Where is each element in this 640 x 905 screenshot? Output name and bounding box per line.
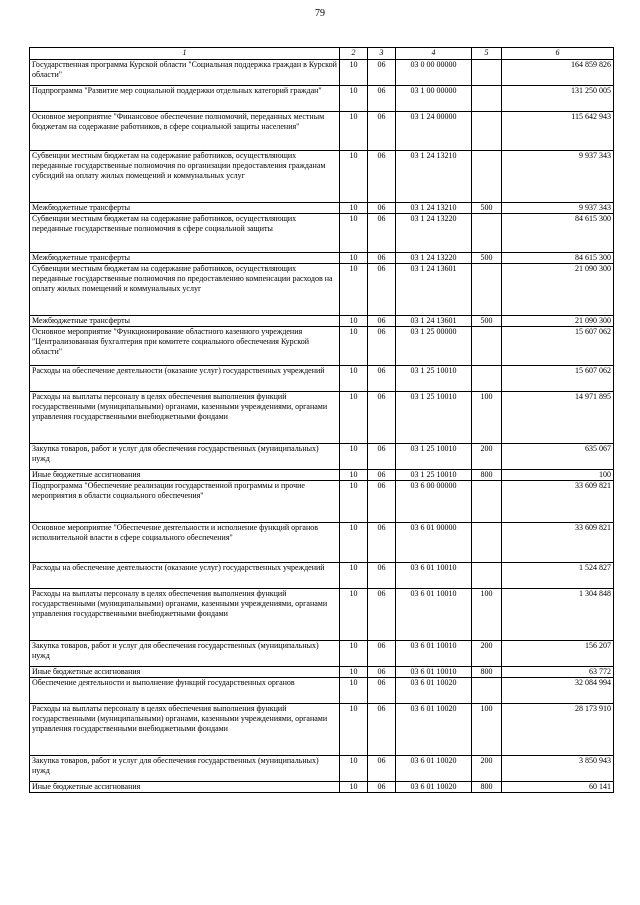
row-target-article-cell: 03 6 01 10010 — [396, 563, 472, 589]
row-expense-type-cell — [472, 86, 502, 112]
table-row — [30, 444, 614, 470]
table-row — [30, 151, 614, 203]
row-expense-type-cell: 500 — [472, 316, 502, 327]
row-target-article-cell: 03 6 01 10020 — [396, 782, 472, 793]
row-amount-cell: 3 850 943 — [502, 756, 614, 782]
row-section-cell: 10 — [340, 704, 368, 756]
row-target-article-cell: 03 1 25 10010 — [396, 392, 472, 444]
row-amount-cell: 21 090 300 — [502, 316, 614, 327]
table-row — [30, 203, 614, 214]
row-expense-type-cell — [472, 523, 502, 563]
row-target-article-cell: 03 1 24 00000 — [396, 112, 472, 151]
table-row — [30, 60, 614, 86]
row-expense-type-cell: 100 — [472, 589, 502, 641]
row-expense-type-cell — [472, 327, 502, 366]
row-amount-cell: 115 642 943 — [502, 112, 614, 151]
row-subsection-cell: 06 — [368, 151, 396, 203]
row-amount-cell: 60 141 — [502, 782, 614, 793]
row-name-cell: Основное мероприятие "Финансовое обеспечение полномочий, переданных местным бюджетам на содержание работников, в сфере социальной защиты населения" — [30, 112, 340, 151]
row-section-cell: 10 — [340, 667, 368, 678]
row-section-cell: 10 — [340, 366, 368, 392]
row-expense-type-cell — [472, 60, 502, 86]
row-expense-type-cell — [472, 563, 502, 589]
row-subsection-cell: 06 — [368, 253, 396, 264]
row-amount-cell: 84 615 300 — [502, 253, 614, 264]
row-target-article-cell: 03 6 01 10010 — [396, 589, 472, 641]
row-expense-type-cell — [472, 112, 502, 151]
row-name-cell: Расходы на обеспечение деятельности (оказание услуг) государственных учреждений — [30, 366, 340, 392]
row-section-cell: 10 — [340, 563, 368, 589]
row-section-cell: 10 — [340, 253, 368, 264]
row-amount-cell: 33 609 821 — [502, 523, 614, 563]
row-subsection-cell: 06 — [368, 470, 396, 481]
row-name-cell: Межбюджетные трансферты — [30, 253, 340, 264]
row-target-article-cell: 03 1 25 00000 — [396, 327, 472, 366]
row-amount-cell: 14 971 895 — [502, 392, 614, 444]
table-row — [30, 667, 614, 678]
row-subsection-cell: 06 — [368, 60, 396, 86]
row-subsection-cell: 06 — [368, 214, 396, 253]
row-amount-cell: 15 607 062 — [502, 366, 614, 392]
row-subsection-cell: 06 — [368, 523, 396, 563]
table-row — [30, 523, 614, 563]
row-amount-cell: 63 772 — [502, 667, 614, 678]
header-cell-target-article: 4 — [396, 48, 472, 60]
row-target-article-cell: 03 6 01 10020 — [396, 756, 472, 782]
row-target-article-cell: 03 6 01 10020 — [396, 704, 472, 756]
row-target-article-cell: 03 6 01 10010 — [396, 641, 472, 667]
row-section-cell: 10 — [340, 523, 368, 563]
row-subsection-cell: 06 — [368, 756, 396, 782]
table-row — [30, 253, 614, 264]
row-subsection-cell: 06 — [368, 704, 396, 756]
row-name-cell: Иные бюджетные ассигнования — [30, 470, 340, 481]
row-amount-cell: 9 937 343 — [502, 151, 614, 203]
table-row — [30, 264, 614, 316]
table-row — [30, 782, 614, 793]
row-subsection-cell: 06 — [368, 589, 396, 641]
table-row — [30, 704, 614, 756]
row-name-cell: Расходы на выплаты персоналу в целях обеспечения выполнения функций государственными (муниципальными) органами, казенными учреждениями, органами управления государственными внебюджетными фондами — [30, 704, 340, 756]
row-target-article-cell: 03 6 01 10010 — [396, 667, 472, 678]
row-section-cell: 10 — [340, 470, 368, 481]
row-section-cell: 10 — [340, 756, 368, 782]
row-target-article-cell: 03 1 24 13220 — [396, 214, 472, 253]
row-subsection-cell: 06 — [368, 481, 396, 523]
row-expense-type-cell: 500 — [472, 253, 502, 264]
row-name-cell: Расходы на обеспечение деятельности (оказание услуг) государственных учреждений — [30, 563, 340, 589]
page-number: 79 — [315, 8, 325, 19]
row-amount-cell: 164 859 826 — [502, 60, 614, 86]
row-subsection-cell: 06 — [368, 86, 396, 112]
table-row — [30, 366, 614, 392]
row-subsection-cell: 06 — [368, 782, 396, 793]
header-cell-amount: 6 — [502, 48, 614, 60]
row-amount-cell: 131 250 005 — [502, 86, 614, 112]
row-amount-cell: 156 207 — [502, 641, 614, 667]
row-amount-cell: 15 607 062 — [502, 327, 614, 366]
table-row — [30, 86, 614, 112]
row-section-cell: 10 — [340, 214, 368, 253]
row-target-article-cell: 03 1 24 13601 — [396, 264, 472, 316]
row-expense-type-cell: 800 — [472, 470, 502, 481]
row-subsection-cell: 06 — [368, 316, 396, 327]
row-name-cell: Субвенции местным бюджетам на содержание работников, осуществляющих переданные государственные полномочия по предоставлению компенсации расходов на оплату жилых помещений и коммунальных услуг — [30, 264, 340, 316]
row-target-article-cell: 03 0 00 00000 — [396, 60, 472, 86]
row-target-article-cell: 03 1 24 13210 — [396, 203, 472, 214]
row-expense-type-cell — [472, 264, 502, 316]
row-subsection-cell: 06 — [368, 112, 396, 151]
table-row — [30, 563, 614, 589]
header-cell-expense-type: 5 — [472, 48, 502, 60]
row-amount-cell: 84 615 300 — [502, 214, 614, 253]
row-section-cell: 10 — [340, 203, 368, 214]
table-row — [30, 392, 614, 444]
header-cell-name: 1 — [30, 48, 340, 60]
row-section-cell: 10 — [340, 444, 368, 470]
row-subsection-cell: 06 — [368, 203, 396, 214]
row-section-cell: 10 — [340, 392, 368, 444]
row-target-article-cell: 03 1 00 00000 — [396, 86, 472, 112]
row-expense-type-cell: 200 — [472, 756, 502, 782]
row-name-cell: Иные бюджетные ассигнования — [30, 667, 340, 678]
header-cell-section: 2 — [340, 48, 368, 60]
table-row — [30, 470, 614, 481]
row-name-cell: Обеспечение деятельности и выполнение функций государственных органов — [30, 678, 340, 704]
row-subsection-cell: 06 — [368, 563, 396, 589]
row-amount-cell: 21 090 300 — [502, 264, 614, 316]
row-expense-type-cell — [472, 366, 502, 392]
row-name-cell: Расходы на выплаты персоналу в целях обеспечения выполнения функций государственными (муниципальными) органами, казенными учреждениями, органами управления государственными внебюджетными фондами — [30, 392, 340, 444]
table-row — [30, 678, 614, 704]
row-target-article-cell: 03 6 01 10020 — [396, 678, 472, 704]
row-subsection-cell: 06 — [368, 366, 396, 392]
row-amount-cell: 9 937 343 — [502, 203, 614, 214]
row-name-cell: Подпрограмма "Развитие мер социальной поддержки отдельных категорий граждан" — [30, 86, 340, 112]
table-row — [30, 214, 614, 253]
row-section-cell: 10 — [340, 264, 368, 316]
row-target-article-cell: 03 1 25 10010 — [396, 366, 472, 392]
row-section-cell: 10 — [340, 641, 368, 667]
row-name-cell: Закупка товаров, работ и услуг для обеспечения государственных (муниципальных) нужд — [30, 641, 340, 667]
row-name-cell: Основное мероприятие "Обеспечение деятельности и исполнение функций органов исполнительной власти в сфере социального обеспечения" — [30, 523, 340, 563]
row-target-article-cell: 03 1 25 10010 — [396, 470, 472, 481]
row-target-article-cell: 03 1 24 13601 — [396, 316, 472, 327]
row-section-cell: 10 — [340, 481, 368, 523]
row-section-cell: 10 — [340, 60, 368, 86]
row-target-article-cell: 03 1 24 13210 — [396, 151, 472, 203]
row-name-cell: Государственная программа Курской области "Социальная поддержка граждан в Курской области" — [30, 60, 340, 86]
table-row — [30, 112, 614, 151]
row-subsection-cell: 06 — [368, 678, 396, 704]
table-row — [30, 316, 614, 327]
row-subsection-cell: 06 — [368, 392, 396, 444]
row-name-cell: Субвенции местным бюджетам на содержание работников, осуществляющих переданные государственные полномочия в сфере социальной защиты — [30, 214, 340, 253]
header-row — [30, 48, 614, 60]
table-row — [30, 756, 614, 782]
row-target-article-cell: 03 6 01 00000 — [396, 523, 472, 563]
row-expense-type-cell: 200 — [472, 444, 502, 470]
table-row — [30, 327, 614, 366]
row-name-cell: Основное мероприятие "Функционирование областного казенного учреждения "Централизованная бухгалтерия при комитете социального обеспечения Курской области" — [30, 327, 340, 366]
row-section-cell: 10 — [340, 782, 368, 793]
row-expense-type-cell — [472, 151, 502, 203]
row-section-cell: 10 — [340, 86, 368, 112]
row-name-cell: Субвенции местным бюджетам на содержание работников, осуществляющих переданные государственные полномочия по организации предоставления гражданам субсидий на оплату жилых помещений и коммунальных услуг — [30, 151, 340, 203]
row-subsection-cell: 06 — [368, 641, 396, 667]
table-row — [30, 589, 614, 641]
row-target-article-cell: 03 1 25 10010 — [396, 444, 472, 470]
row-subsection-cell: 06 — [368, 444, 396, 470]
row-expense-type-cell — [472, 214, 502, 253]
table-body — [30, 60, 614, 793]
row-name-cell: Межбюджетные трансферты — [30, 203, 340, 214]
row-section-cell: 10 — [340, 316, 368, 327]
row-amount-cell: 100 — [502, 470, 614, 481]
row-name-cell: Закупка товаров, работ и услуг для обеспечения государственных (муниципальных) нужд — [30, 756, 340, 782]
row-amount-cell: 635 067 — [502, 444, 614, 470]
row-amount-cell: 28 173 910 — [502, 704, 614, 756]
row-amount-cell: 33 609 821 — [502, 481, 614, 523]
row-expense-type-cell: 800 — [472, 782, 502, 793]
row-expense-type-cell: 100 — [472, 704, 502, 756]
row-name-cell: Расходы на выплаты персоналу в целях обеспечения выполнения функций государственными (муниципальными) органами, казенными учреждениями, органами управления государственными внебюджетными фондами — [30, 589, 340, 641]
row-target-article-cell: 03 1 24 13220 — [396, 253, 472, 264]
row-section-cell: 10 — [340, 589, 368, 641]
table-row — [30, 481, 614, 523]
header-cell-subsection: 3 — [368, 48, 396, 60]
row-subsection-cell: 06 — [368, 327, 396, 366]
row-amount-cell: 1 524 827 — [502, 563, 614, 589]
row-expense-type-cell: 200 — [472, 641, 502, 667]
table-row — [30, 641, 614, 667]
row-name-cell: Подпрограмма "Обеспечение реализации государственной программы и прочие мероприятия в области социального обеспечения" — [30, 481, 340, 523]
row-expense-type-cell — [472, 481, 502, 523]
row-name-cell: Межбюджетные трансферты — [30, 316, 340, 327]
row-section-cell: 10 — [340, 678, 368, 704]
row-subsection-cell: 06 — [368, 264, 396, 316]
row-section-cell: 10 — [340, 327, 368, 366]
row-expense-type-cell — [472, 678, 502, 704]
row-section-cell: 10 — [340, 151, 368, 203]
row-expense-type-cell: 100 — [472, 392, 502, 444]
row-expense-type-cell: 500 — [472, 203, 502, 214]
budget-table — [29, 47, 614, 793]
row-name-cell: Иные бюджетные ассигнования — [30, 782, 340, 793]
row-name-cell: Закупка товаров, работ и услуг для обеспечения государственных (муниципальных) нужд — [30, 444, 340, 470]
row-amount-cell: 32 084 994 — [502, 678, 614, 704]
row-subsection-cell: 06 — [368, 667, 396, 678]
row-amount-cell: 1 304 848 — [502, 589, 614, 641]
row-target-article-cell: 03 6 00 00000 — [396, 481, 472, 523]
row-expense-type-cell: 800 — [472, 667, 502, 678]
row-section-cell: 10 — [340, 112, 368, 151]
